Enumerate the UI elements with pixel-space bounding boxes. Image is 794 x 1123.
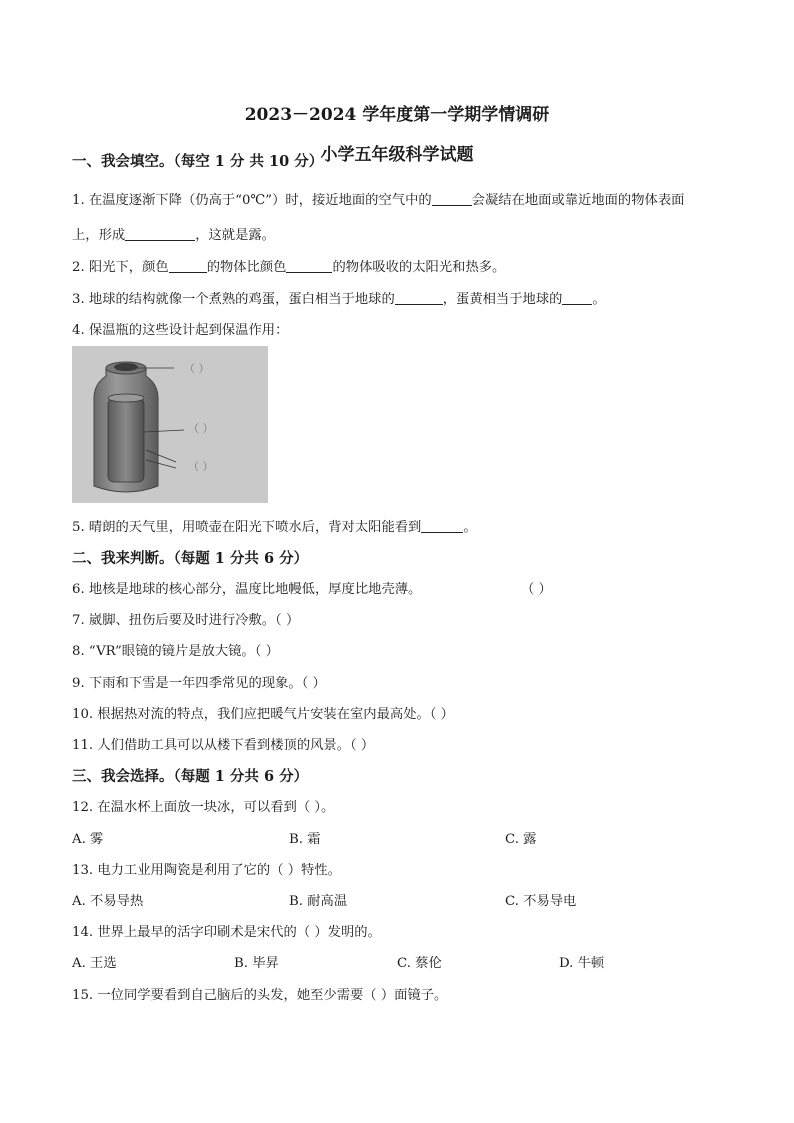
- question-11: 11. 人们借助工具可以从楼下看到楼顶的风景。（ ）: [72, 738, 375, 753]
- question-5: [72, 516, 477, 535]
- q12-option-c[interactable]: C. 露: [505, 832, 537, 847]
- q1-blank-2[interactable]: [125, 227, 195, 241]
- question-14: 14. 世界上最早的活字印刷术是宋代的（ ）发明的。: [72, 925, 381, 940]
- question-6-answer-paren[interactable]: （ ）: [521, 582, 552, 597]
- question-8: 8. “VR”眼镜的镜片是放大镜。（ ）: [72, 644, 279, 659]
- question-9: 9. 下雨和下雪是一年四季常见的现象。（ ）: [72, 676, 326, 691]
- thermos-figure: [72, 346, 268, 503]
- q3-blank-2[interactable]: [562, 291, 592, 305]
- question-3: [72, 288, 606, 307]
- q2-text-c: 的物体吸收的太阳光和热多。: [332, 260, 506, 275]
- question-1-line-2: [72, 224, 275, 243]
- question-10: 10. 根据热对流的特点，我们应把暖气片安装在室内最高处。（ ）: [72, 707, 454, 722]
- question-1-line-1: [72, 189, 684, 208]
- q1-text-d: ，这就是露。: [195, 228, 275, 243]
- q2-blank-2[interactable]: [286, 259, 332, 273]
- figure-label-2: （ ）: [188, 422, 214, 435]
- q2-text-b: 的物体比颜色: [206, 260, 287, 275]
- thermos-illustration: [72, 346, 268, 503]
- q3-text-a: 3. 地球的结构就像一个煮熟的鸡蛋，蛋白相当于地球的: [72, 292, 395, 307]
- q12-option-b[interactable]: B. 霜: [289, 832, 321, 847]
- q14-option-c[interactable]: C. 蔡伦: [397, 956, 442, 971]
- exam-subtitle: 小学五年级科学试题: [320, 145, 474, 165]
- exam-title: 2023－2024 学年度第一学期学情调研: [244, 105, 550, 125]
- q14-option-b[interactable]: B. 毕昇: [234, 956, 279, 971]
- q5-text-b: 。: [463, 520, 477, 535]
- question-2: [72, 256, 505, 275]
- figure-label-1: （ ）: [184, 362, 210, 375]
- q14-option-a[interactable]: A. 王选: [72, 956, 117, 971]
- q3-blank-1[interactable]: [395, 291, 443, 305]
- section-2-heading: 二、我来判断。（每题 1 分共 6 分）: [72, 550, 309, 567]
- question-15: 15. 一位同学要看到自己脑后的头发，她至少需要（ ）面镜子。: [72, 988, 448, 1003]
- q2-text-a: 2. 阳光下，颜色: [72, 260, 169, 275]
- question-6: 6. 地核是地球的核心部分，温度比地幔低，厚度比地壳薄。: [72, 582, 422, 597]
- question-12: 12. 在温水杯上面放一块冰，可以看到（ ）。: [72, 800, 335, 815]
- q2-blank-1[interactable]: [169, 259, 207, 273]
- q5-blank[interactable]: [421, 519, 463, 533]
- q13-option-b[interactable]: B. 耐高温: [289, 894, 348, 909]
- q1-text-c: 上，形成: [72, 228, 126, 243]
- q14-option-d[interactable]: D. 牛顿: [559, 956, 605, 971]
- q1-text-a: 1. 在温度逐渐下降（仍高于“0℃”）时，接近地面的空气中的: [72, 193, 432, 208]
- q1-blank-1[interactable]: [432, 192, 472, 206]
- q3-text-c: 。: [592, 292, 606, 307]
- question-13: 13. 电力工业用陶瓷是利用了它的（ ）特性。: [72, 863, 341, 878]
- q1-text-b: 会凝结在地面或靠近地面的物体表面: [471, 193, 685, 208]
- q13-option-a[interactable]: A. 不易导热: [72, 894, 144, 909]
- section-1-heading: 一、我会填空。（每空 1 分 共 10 分）: [72, 153, 324, 170]
- q5-text-a: 5. 晴朗的天气里，用喷壶在阳光下喷水后，背对太阳能看到: [72, 520, 422, 535]
- q3-text-b: ，蛋黄相当于地球的: [442, 292, 563, 307]
- q13-option-c[interactable]: C. 不易导电: [505, 894, 577, 909]
- question-7: 7. 崴脚、扭伤后要及时进行冷敷。（ ）: [72, 613, 300, 628]
- question-4: 4. 保温瓶的这些设计起到保温作用：: [72, 323, 289, 338]
- section-3-heading: 三、我会选择。（每题 1 分共 6 分）: [72, 768, 309, 785]
- figure-label-3: （ ）: [188, 460, 214, 473]
- q12-option-a[interactable]: A. 雾: [72, 832, 104, 847]
